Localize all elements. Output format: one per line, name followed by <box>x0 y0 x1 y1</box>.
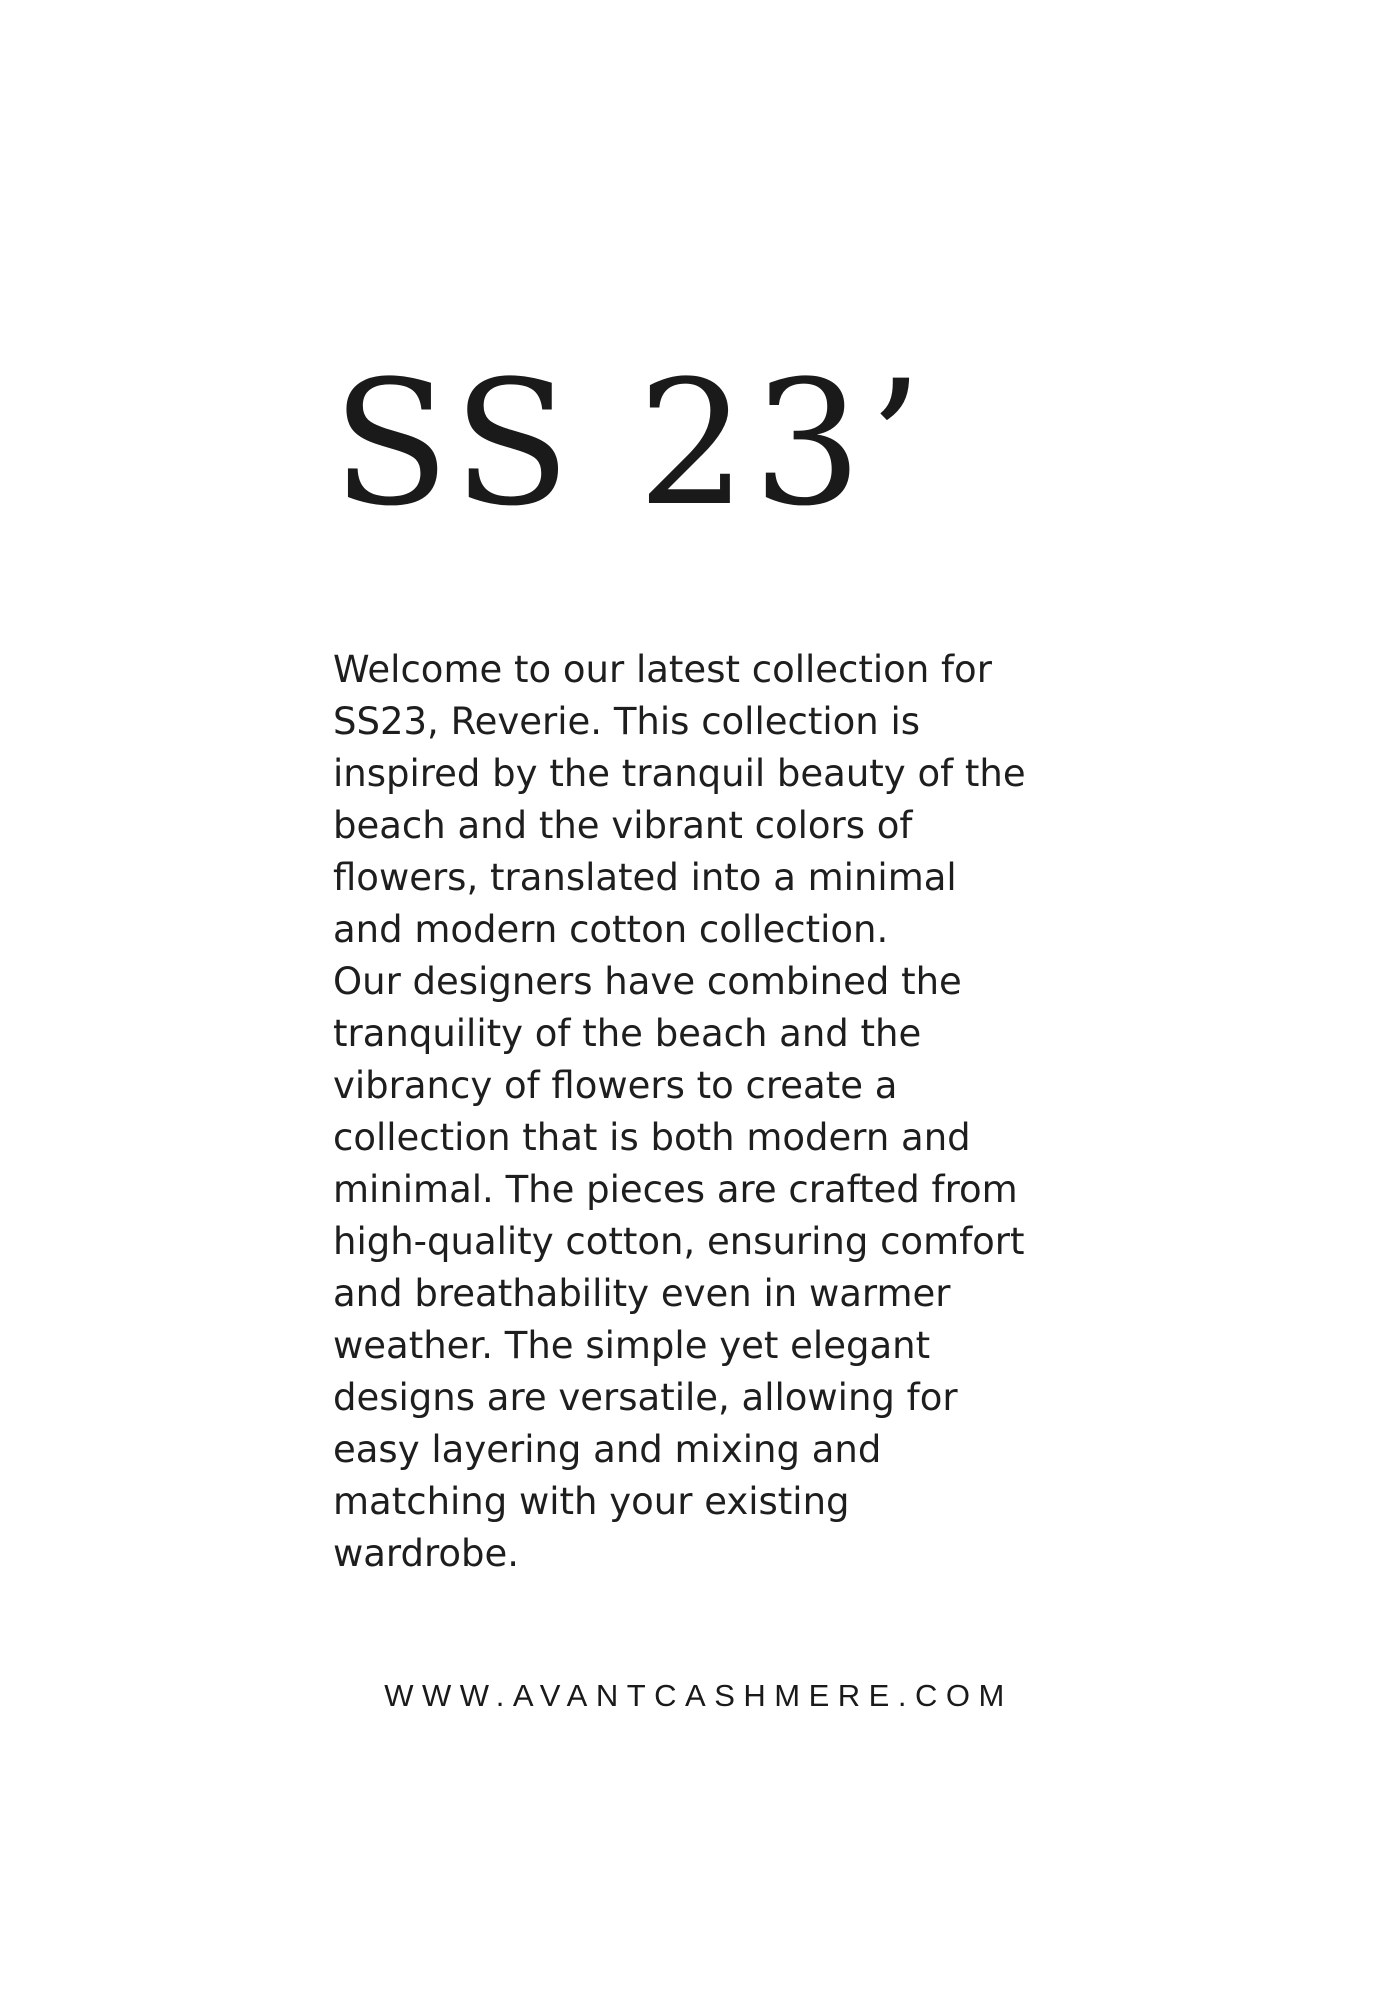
description-line: Our designers have combined the <box>333 960 962 1003</box>
description-line: matching with your existing <box>333 1480 850 1523</box>
description-line: tranquility of the beach and the <box>333 1012 922 1055</box>
description-line: beach and the vibrant colors of <box>333 804 913 847</box>
description-line: vibrancy of flowers to create a <box>333 1064 898 1107</box>
description-line: high-quality cotton, ensuring comfort <box>333 1220 1025 1263</box>
collection-title: SS 23’ <box>332 343 929 544</box>
collection-description <box>333 644 1033 1580</box>
description-line: SS23, Reverie. This collection is <box>333 700 921 743</box>
description-line: inspired by the tranquil beauty of the <box>333 752 1026 795</box>
description-line: flowers, translated into a minimal <box>333 856 957 899</box>
description-line: weather. The simple yet elegant <box>333 1324 931 1367</box>
description-line: and breathability even in warmer <box>333 1272 951 1315</box>
description-line: and modern cotton collection. <box>333 908 889 951</box>
description-line: collection that is both modern and <box>333 1116 971 1159</box>
description-line: designs are versatile, allowing for <box>333 1376 958 1419</box>
description-line: minimal. The pieces are crafted from <box>333 1168 1018 1211</box>
description-line: Welcome to our latest collection for <box>333 648 992 691</box>
website-url: WWW.AVANTCASHMERE.COM <box>384 1678 1013 1713</box>
description-line: easy layering and mixing and <box>333 1428 882 1471</box>
description-line: wardrobe. <box>333 1532 520 1575</box>
